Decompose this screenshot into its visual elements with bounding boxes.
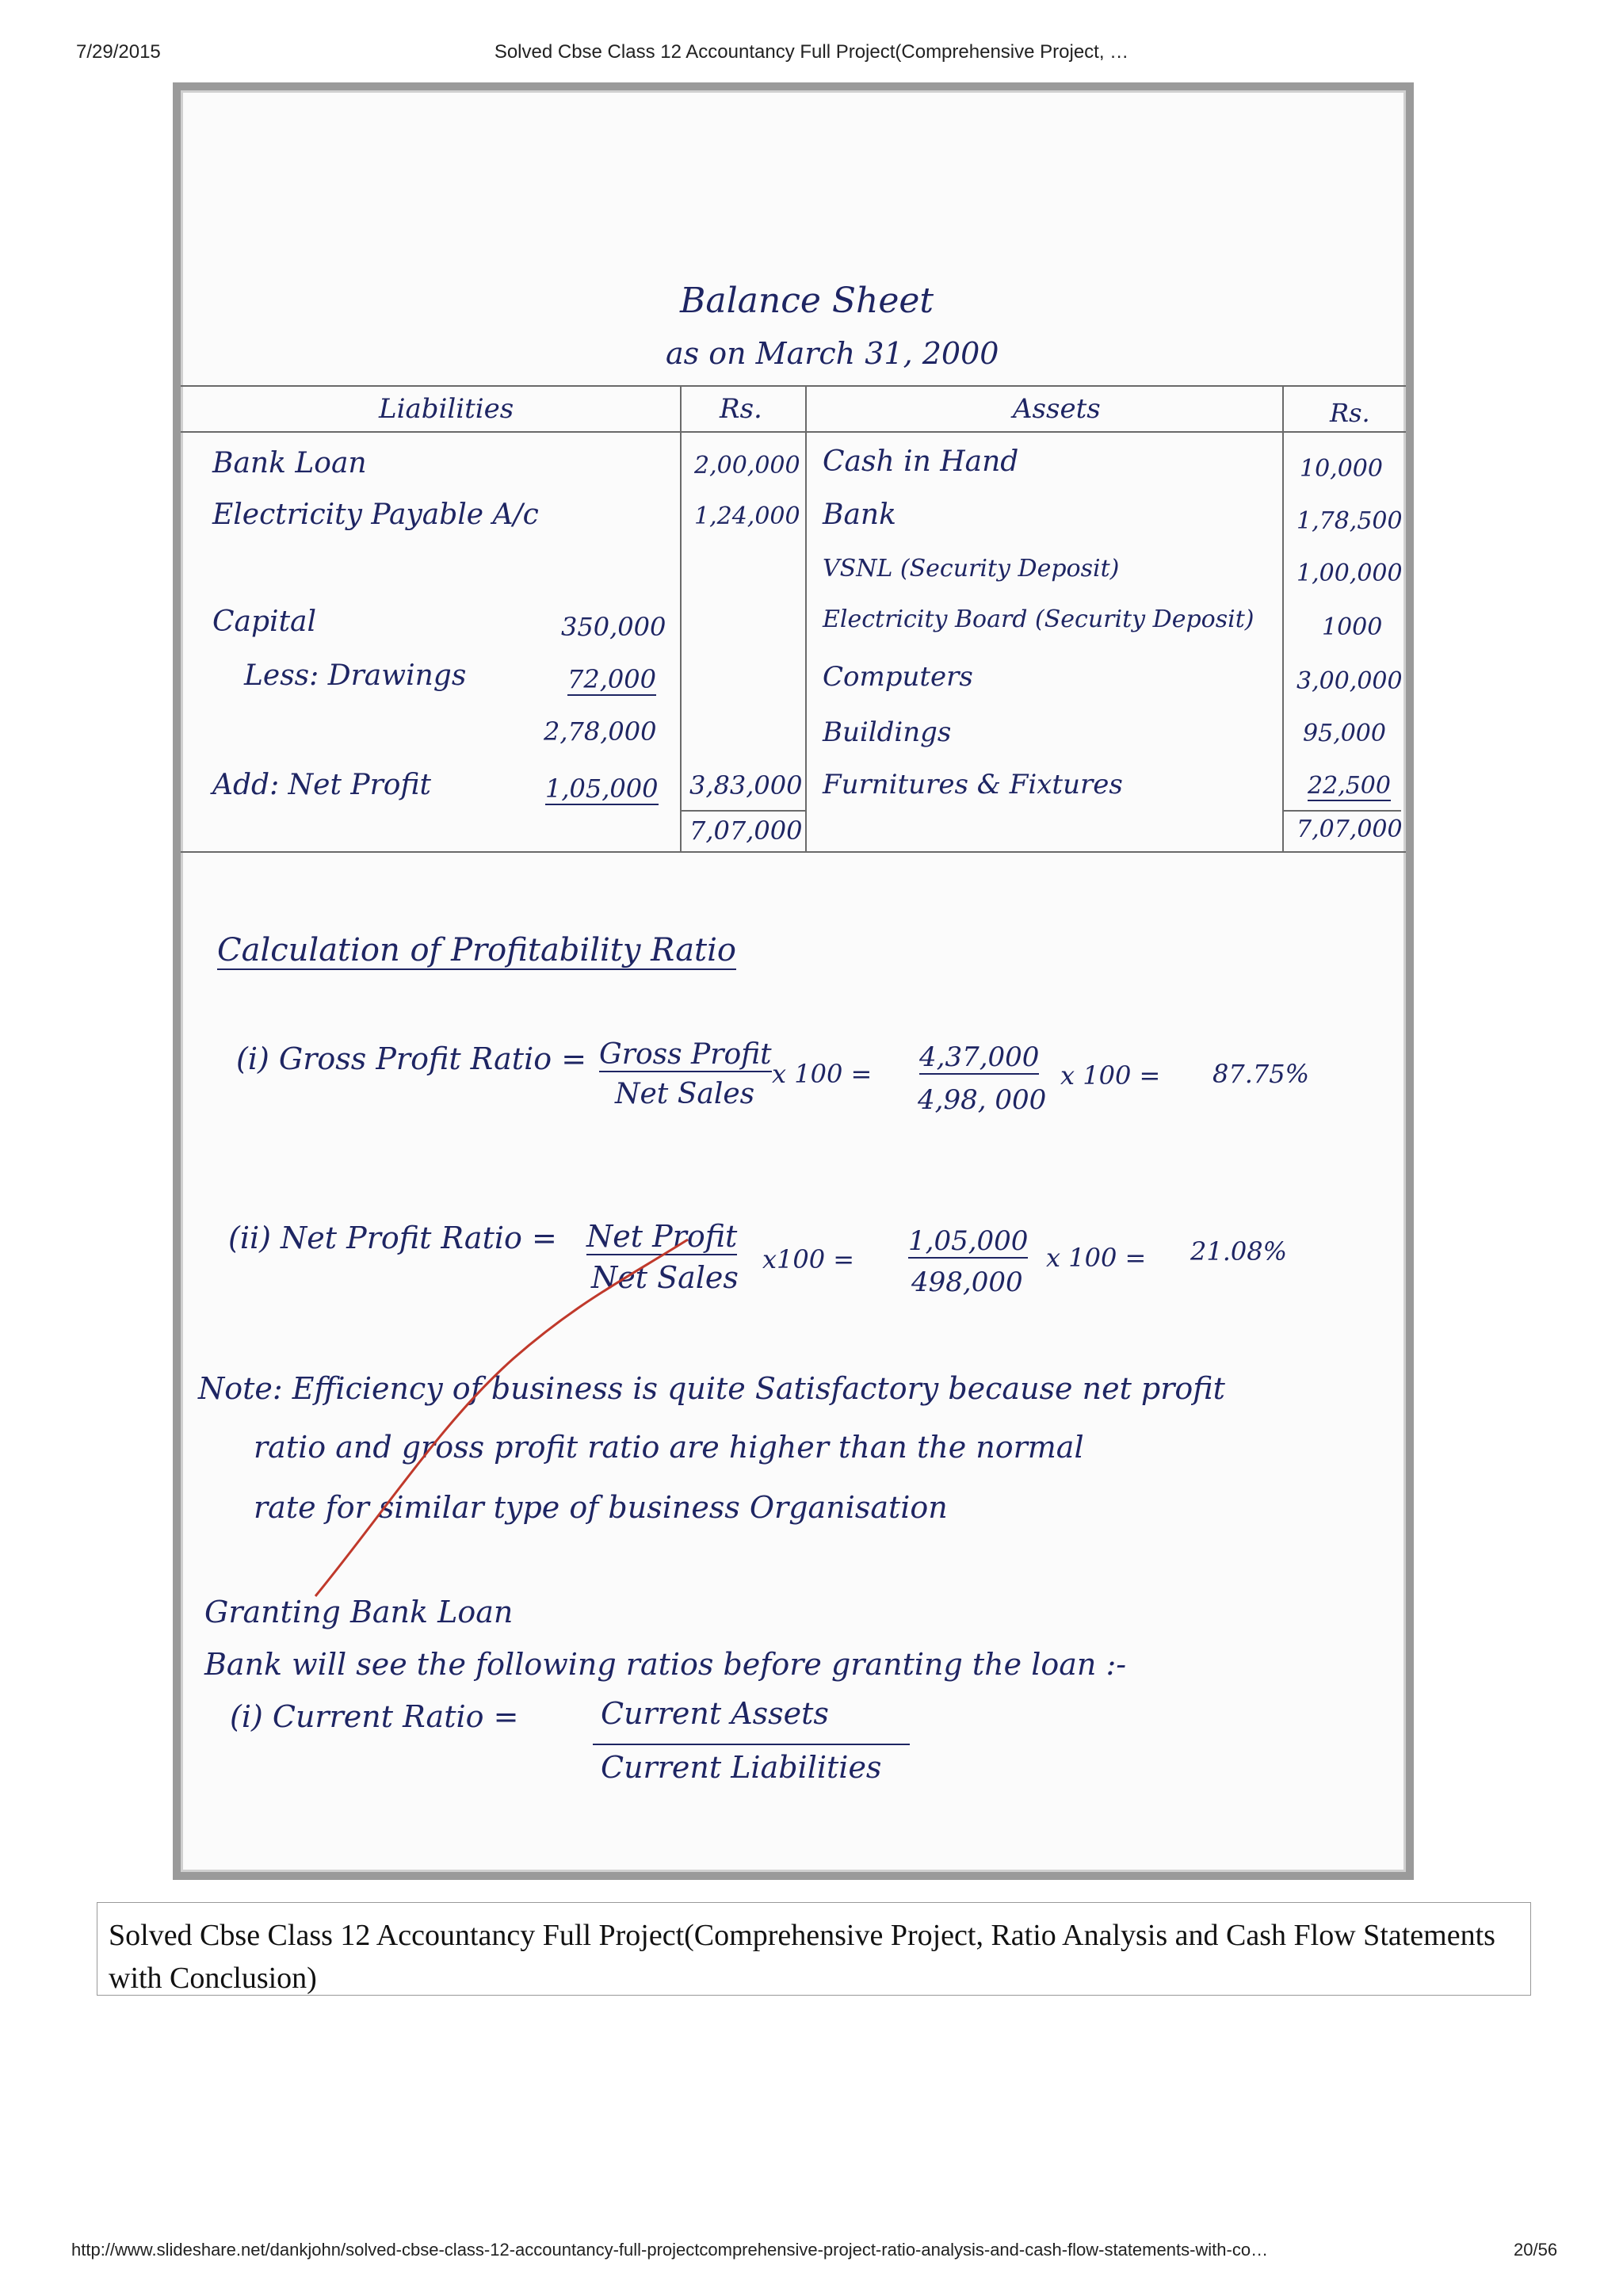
- asset-label-2: Bank: [823, 499, 896, 531]
- liability-electricity-amount: 1,24,000: [694, 502, 800, 530]
- liability-net-profit: Add: Net Profit: [212, 769, 431, 801]
- balance-sheet-title: Balance Sheet: [680, 281, 934, 321]
- bank-loan-heading: Granting Bank Loan: [204, 1595, 514, 1629]
- net-profit-denominator: Net Sales: [591, 1260, 739, 1295]
- gross-profit-times-100: x 100 =: [772, 1059, 873, 1089]
- gross-profit-denominator: Net Sales: [615, 1078, 755, 1110]
- liability-subtotal: 2,78,000: [544, 716, 657, 747]
- current-ratio-denominator: Current Liabilities: [601, 1750, 882, 1785]
- asset-amount-3: 1,00,000: [1296, 560, 1403, 587]
- profitability-heading: Calculation of Profitability Ratio: [217, 932, 736, 968]
- net-profit-numerator: Net Profit: [586, 1219, 738, 1254]
- document-caption: Solved Cbse Class 12 Accountancy Full Project(Comprehensive Project, Ratio Analysis and Cash Flow Statements with Conclusion): [97, 1902, 1531, 1996]
- net-profit-value-numerator: 1,05,000: [908, 1225, 1029, 1257]
- asset-label-6: Buildings: [823, 716, 952, 748]
- net-profit-label: (ii) Net Profit Ratio =: [228, 1221, 557, 1255]
- col-header-rs-liabilities: Rs.: [720, 393, 762, 425]
- col-header-assets: Assets: [1013, 393, 1101, 425]
- asset-label-4: Electricity Board (Security Deposit): [823, 606, 1254, 633]
- liability-drawings-amount: 72,000: [567, 664, 656, 694]
- footer-page-number: 20/56: [1514, 2240, 1558, 2260]
- asset-amount-5: 3,00,000: [1296, 667, 1403, 695]
- asset-amount-6: 95,000: [1303, 720, 1386, 747]
- asset-amount-1: 10,000: [1300, 455, 1383, 483]
- scanned-handwritten-page: [173, 82, 1414, 1880]
- liability-bank-loan: Bank Loan: [212, 447, 367, 479]
- net-profit-times-100-b: x 100 =: [1046, 1243, 1147, 1273]
- note-line-2: ratio and gross profit ratio are higher than the normal: [254, 1430, 1084, 1465]
- liability-total: 7,07,000: [689, 816, 803, 846]
- asset-amount-2: 1,78,500: [1296, 507, 1403, 535]
- liability-capital-amount: 350,000: [561, 612, 666, 642]
- gross-profit-numerator: Gross Profit: [599, 1038, 772, 1071]
- asset-label-7: Furnitures & Fixtures: [823, 769, 1123, 800]
- current-ratio-label: (i) Current Ratio =: [230, 1699, 519, 1734]
- liability-bank-loan-amount: 2,00,000: [694, 452, 800, 479]
- asset-total: 7,07,000: [1296, 816, 1403, 843]
- bank-loan-line-1: Bank will see the following ratios before granting the loan :-: [204, 1647, 1127, 1682]
- gross-profit-value-numerator: 4,37,000: [919, 1041, 1040, 1073]
- note-line-3: rate for similar type of business Organisation: [254, 1490, 948, 1525]
- note-line-1: Note: Efficiency of business is quite Satisfactory because net profit: [198, 1371, 1225, 1406]
- balance-sheet-date: as on March 31, 2000: [666, 336, 999, 371]
- current-ratio-numerator: Current Assets: [601, 1696, 829, 1731]
- net-profit-result: 21.08%: [1190, 1236, 1288, 1266]
- print-date: 7/29/2015: [76, 41, 161, 63]
- net-profit-value-denominator: 498,000: [911, 1266, 1023, 1298]
- print-header-title: Solved Cbse Class 12 Accountancy Full Project(Comprehensive Project, …: [494, 41, 1129, 63]
- col-header-liabilities: Liabilities: [379, 393, 514, 425]
- asset-amount-7: 22,500: [1308, 772, 1391, 800]
- asset-label-3: VSNL (Security Deposit): [823, 555, 1120, 583]
- asset-amount-4: 1000: [1322, 613, 1383, 641]
- footer-url: http://www.slideshare.net/dankjohn/solved-cbse-class-12-accountancy-full-projectcomprehensive-project-ratio-analysis-and-cash-flow-statements-with-co…: [71, 2240, 1269, 2260]
- asset-label-5: Computers: [823, 661, 973, 693]
- gross-profit-label: (i) Gross Profit Ratio =: [236, 1041, 587, 1076]
- net-profit-times-100: x100 =: [762, 1244, 855, 1274]
- liability-drawings: Less: Drawings: [244, 659, 467, 692]
- liability-electricity: Electricity Payable A/c: [212, 499, 539, 531]
- gross-profit-value-denominator: 4,98, 000: [918, 1084, 1047, 1116]
- asset-label-1: Cash in Hand: [823, 445, 1019, 478]
- liability-capital: Capital: [212, 606, 317, 638]
- liability-net-profit-amount: 1,05,000: [545, 774, 659, 804]
- gross-profit-result: 87.75%: [1212, 1059, 1310, 1089]
- gross-profit-times-100-b: x 100 =: [1060, 1060, 1161, 1091]
- col-header-rs-assets: Rs.: [1330, 398, 1370, 428]
- liability-capital-total: 3,83,000: [689, 770, 803, 800]
- red-check-mark: [181, 90, 1406, 1872]
